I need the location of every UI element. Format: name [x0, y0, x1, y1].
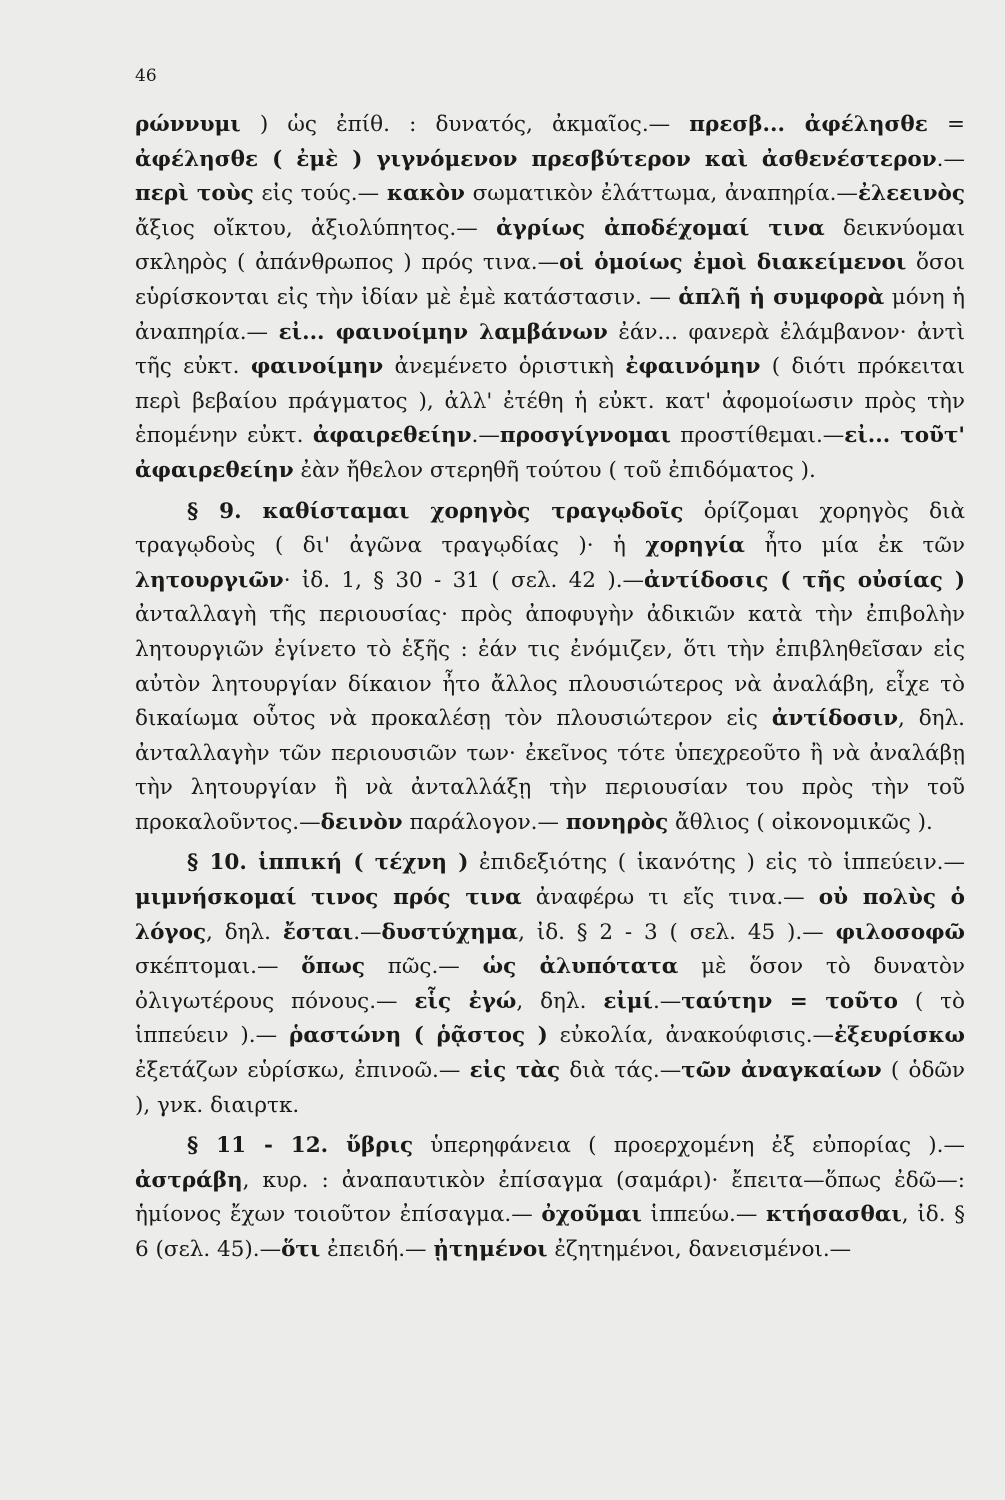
text-run: , δηλ. ἀνταλλαγὴν τῶν περιουσιῶν των· ἐκεῖνος τότε ὑπεχρεοῦτο ἢ νὰ ἀναλάβῃ τὴν λητουργίαν ἢ νὰ ἀνταλλάξῃ τὴν περιουσίαν του πρὸς τὴν τοῦ προκαλοῦντος.— — [135, 706, 965, 835]
text-run: ( διότι πρόκειται περὶ βεβαίου πράγματος ), ἀλλ' ἐτέθη ἡ εὐκτ. κατ' ἀφομοίωσιν πρὸς τὴν ἑπομένην εὐκτ. — [135, 354, 965, 449]
bold-term: πονηρὸς — [565, 809, 669, 835]
bold-term: ἀφαιρεθείην — [312, 423, 472, 449]
text-run: διὰ τάς.— — [560, 1058, 682, 1084]
bold-term: δυστύχημα — [381, 919, 519, 945]
bold-term: ἐξευρίσκω — [834, 1023, 965, 1049]
text-run: , ἰδ. § 6 (σελ. 45).— — [135, 1202, 965, 1262]
bold-term: οὐ πολὺς ὁ λόγος — [135, 885, 965, 945]
text-run: ἦτο μία ἐκ τῶν — [744, 533, 966, 559]
bold-term: § 9. καθίσταμαι χορηγὸς τραγῳδοῖς — [187, 498, 684, 524]
text-run: , ἰδ. § 2 - 3 ( σελ. 45 ).— — [518, 919, 836, 945]
text-run: , δηλ. — [206, 919, 283, 945]
bold-term: φαινοίμην — [250, 354, 384, 380]
bold-term: κακὸν — [386, 181, 465, 207]
bold-term: οἱ ὁμοίως ἐμοὶ διακείμενοι — [559, 250, 907, 276]
page-number: 46 — [135, 66, 157, 86]
bold-term: φιλοσοφῶ — [835, 919, 965, 945]
bold-term: εἰς τὰς — [469, 1058, 561, 1084]
text-run: .— — [353, 919, 382, 945]
text-run: ἐζητημένοι, δανεισμένοι.— — [547, 1237, 852, 1262]
bold-term: ἀστράβη — [135, 1167, 243, 1193]
text-run: ὁρίζομαι χορηγὸς διὰ τραγῳδοὺς ( δι' ἀγῶνα τραγῳδίας )· ἡ — [135, 498, 965, 559]
bold-term: ὅπως — [301, 954, 365, 980]
bold-term: ὀχοῦμαι — [541, 1202, 642, 1228]
bold-term: ἐλεεινὸς — [857, 181, 965, 207]
text-run: ὑπερηφάνεια ( προερχομένη ἐξ εὐπορίας ).— — [413, 1133, 965, 1159]
text-run: ὅσοι εὑρίσκονται εἰς τὴν ἰδίαν μὲ ἐμὲ κατάστασιν. — — [135, 250, 965, 310]
text-run: εἰς τούς.— — [253, 181, 387, 207]
bold-term: προσγίγνομαι — [499, 423, 671, 449]
paragraph-p3 — [135, 846, 965, 1123]
bold-term: ἁπλῆ ἡ συμφορὰ — [678, 284, 885, 310]
text-run: ἐπειδή.— — [320, 1237, 434, 1262]
text-run: ἐὰν ἤθελον στερηθῆ τούτου ( τοῦ ἐπιδόματος ). — [293, 457, 816, 483]
bold-term: ᾐτημένοι — [433, 1237, 548, 1262]
text-run: ἄθλιος ( οἰκονομικῶς ). — [668, 809, 933, 835]
bold-term: χορηγία — [645, 533, 745, 559]
bold-term: § 11 - 12. ὕβρις — [187, 1133, 414, 1159]
text-run: πῶς.— — [364, 954, 483, 980]
text-run: παράλογον.— — [402, 809, 566, 835]
bold-term: ῥαστώνη ( ῥᾷστος ) — [289, 1023, 548, 1049]
bold-term: ἀντίδοσις ( τῆς οὐσίας ) — [644, 567, 966, 593]
bold-term: ὅτι — [281, 1237, 321, 1262]
bold-term: τῶν ἀναγκαίων — [681, 1058, 882, 1084]
text-run: ἀναφέρω τι εἴς τινα.— — [521, 885, 819, 911]
bold-term: μιμνήσκομαί τινος πρός τινα — [135, 885, 522, 911]
text-run: δεικνύομαι σκληρὸς ( ἀπάνθρωπος ) πρός τινα.— — [135, 215, 965, 276]
text-run: ( τὸ ἱππεύειν ).— — [135, 988, 965, 1049]
bold-term: εἰμί — [603, 988, 653, 1014]
text-run: ἄξιος οἴκτου, ἀξιολύπητος.— — [135, 215, 497, 241]
bold-term: ρώννυμι — [135, 112, 241, 137]
bold-term: εἰ... φαινοίμην λαμβάνων — [278, 319, 608, 345]
bold-term: ταύτην = τοῦτο — [681, 988, 898, 1014]
bold-term: εἰ... τοῦτ' ἀφαιρεθείην — [135, 423, 965, 483]
text-run: ἐάν... φανερὰ ἐλάμβανον· ἀντὶ τῆς εὐκτ. — [135, 319, 965, 380]
text-run: προστίθεμαι.— — [670, 423, 845, 449]
paragraph-p1 — [135, 108, 965, 489]
bold-term: § 10. ἱππική ( τέχνη ) — [187, 850, 469, 876]
bold-term: ἀφέλησθε ( ἐμὲ ) γιγνόμενον πρεσβύτερον καὶ ἀσθενέστερον — [135, 146, 937, 172]
text-run: μόνη ἡ ἀναπηρία.— — [135, 284, 966, 345]
text-run: ( ὁδῶν ), γνκ. διαιρτκ. — [135, 1058, 965, 1118]
text-run: , κυρ. : ἀναπαυτικὸν ἐπίσαγμα (σαμάρι)· ἔπειτα—ὅπως ἐδῶ—: ἡμίονος ἔχων τοιοῦτον ἐπίσαγμα.— — [135, 1167, 965, 1228]
text-run: = — [927, 112, 965, 137]
bold-term: εἷς ἐγώ — [414, 988, 517, 1014]
text-run: σωματικὸν ἐλάττωμα, ἀναπηρία.— — [464, 181, 858, 207]
bold-term: ἐφαινόμην — [625, 354, 761, 380]
text-run: ἀνταλλαγὴ τῆς περιουσίας· πρὸς ἀποφυγὴν ἀδικιῶν κατὰ τὴν ἐπιβολὴν λητουργιῶν ἐγίνετο τὸ ἑξῆς : ἐάν τις ἐνόμιζεν, ὅτι τὴν ἐπιβληθεῖσαν εἰς αὐτὸν λητουργίαν δίκαιον ἦτο ἄλλος πλουσιώτερος νὰ ἀναλάβη, εἶχε τὸ δικαίωμα οὗτος νὰ προκαλέσῃ τὸν πλουσιώτερον εἰς — [135, 602, 965, 732]
text-run: σκέπτομαι.— — [135, 954, 302, 980]
bold-term: λητουργιῶν — [135, 567, 284, 593]
text-run: ) ὡς ἐπίθ. : δυνατός, ἀκμαῖος.— — [240, 112, 690, 137]
paragraph-p4 — [135, 1129, 965, 1267]
text-run: ἀνεμένετο ὁριστικὴ — [383, 354, 626, 380]
text-run: μὲ ὅσον τὸ δυνατὸν ὀλιγωτέρους πόνους.— — [135, 954, 965, 1014]
text-run: ἐξετάζων εὑρίσκω, ἐπινοῶ.— — [135, 1058, 470, 1084]
paragraph-p2 — [135, 495, 965, 841]
body-text — [135, 108, 965, 1268]
text-run: .— — [471, 423, 500, 449]
text-run: .— — [936, 146, 965, 172]
bold-term: ἀγρίως ἀποδέχομαί τινα — [496, 215, 825, 241]
bold-term: δεινὸν — [320, 809, 403, 835]
bold-term: ἔσται — [282, 919, 354, 945]
text-run: εὐκολία, ἀνακούφισις.— — [547, 1023, 835, 1049]
bold-term: ἀντίδοσιν — [771, 706, 899, 732]
bold-term: ὡς ἀλυπότατα — [482, 954, 679, 980]
bold-term: περὶ τοὺς — [135, 181, 254, 207]
bold-term: πρεσβ... ἀφέλησθε — [689, 112, 928, 137]
text-run: ἐπιδεξιότης ( ἱκανότης ) εἰς τὸ ἱππεύειν.— — [468, 850, 965, 876]
text-run: , δηλ. — [516, 988, 604, 1014]
text-run: .— — [652, 988, 682, 1014]
text-run: · ἰδ. 1, § 30 - 31 ( σελ. 42 ).— — [283, 567, 645, 593]
text-run: ἱππεύω.— — [641, 1202, 767, 1228]
bold-term: κτήσασθαι — [766, 1202, 902, 1228]
